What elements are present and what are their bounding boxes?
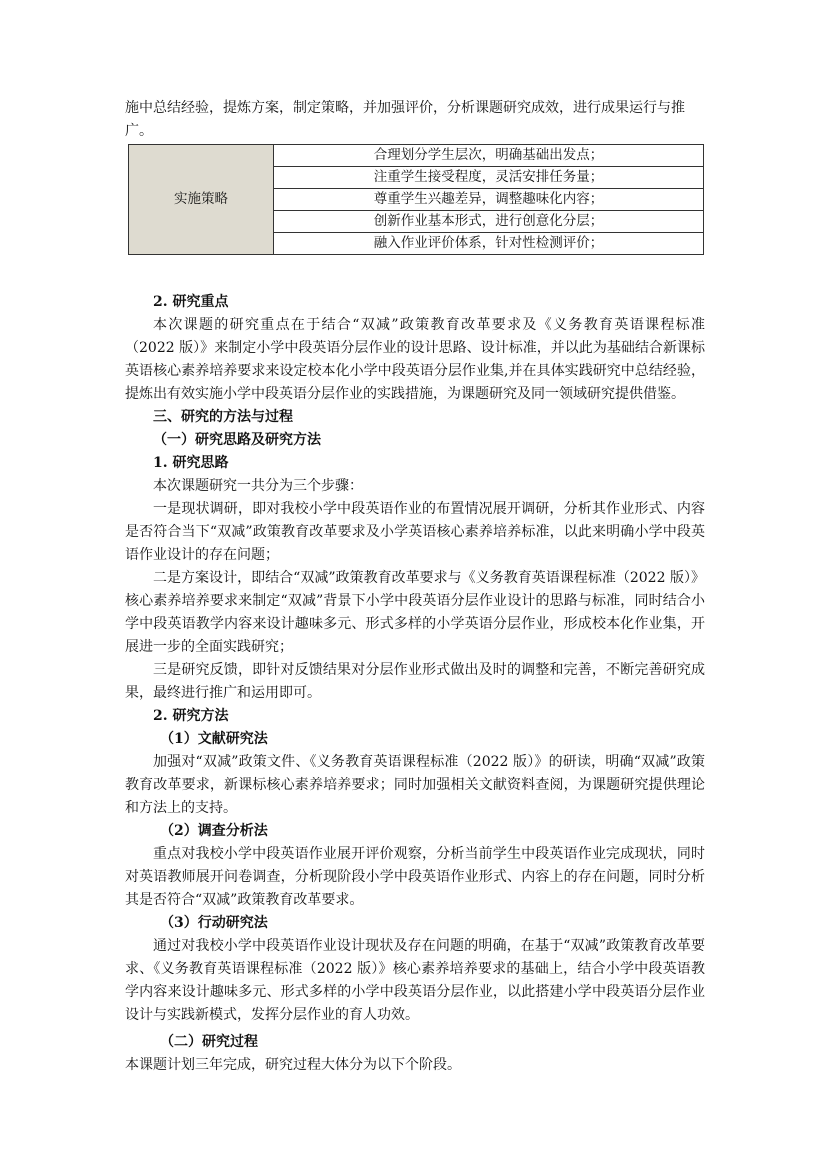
section-heading-methods-process: 三、研究的方法与过程 [153, 409, 293, 425]
heading-research-methods: 2. 研究方法 [153, 708, 229, 724]
method-3-body: 通过对我校小学中段英语作业设计现状及存在问题的明确，在基于“双减”政策教育改革要求、《义务教育英语课程标准（2022 版）》核心素养培养要求的基础上，结合小学中段英语教学内容来设计趣味多元、形式多样的小学中段英语分层作业，以此搭建小学中段英语分层作业设计与实践新模式，发挥分层作业的育人功效。 [125, 938, 705, 1023]
strategy-item: 尊重学生兴趣差异，调整趣味化内容； [274, 189, 704, 211]
thinking-step-3: 三是研究反馈，即针对反馈结果对分层作业形式做出及时的调整和完善，不断完善研究成果，最终进行推广和运用即可。 [125, 662, 705, 701]
intro-line-1: 施中总结经验，提炼方案，制定策略，并加强评价，分析课题研究成效，进行成果运行与推 [125, 100, 685, 116]
thinking-intro: 本次课题研究一共分为三个步骤： [153, 478, 363, 494]
strategy-item: 合理划分学生层次，明确基础出发点； [274, 145, 704, 167]
heading-research-thinking: 1. 研究思路 [153, 455, 229, 471]
method-1-body: 加强对“双减”政策文件、《义务教育英语课程标准（2022 版）》的研读，明确“双减”政策教育改革要求，新课标核心素养培养要求；同时加强相关文献资料查阅，为课题研究提供理论和方法上的支持。 [125, 754, 705, 816]
strategy-item: 注重学生接受程度，灵活安排任务量； [274, 167, 704, 189]
spacer [125, 255, 705, 291]
thinking-step-1: 一是现状调研，即对我校小学中段英语作业的布置情况展开调研，分析其作业形式、内容是否符合当下“双减”政策教育改革要求及小学英语核心素养培养标准，以此来明确小学中段英语作业设计的存在问题； [125, 501, 705, 563]
subsection-heading-process: （二）研究过程 [160, 1034, 258, 1050]
subsection-heading-thinking-methods: （一）研究思路及研究方法 [153, 432, 321, 448]
intro-line-2: 广。 [125, 123, 153, 139]
process-paragraph: 本课题计划三年完成，研究过程大体分为以下个阶段。 [125, 1057, 461, 1073]
page-content [125, 97, 705, 1077]
focus-paragraph: 本次课题的研究重点在于结合“双减”政策教育改革要求及《义务教育英语课程标准（2022 版）》来制定小学中段英语分层作业的设计思路、设计标准，并以此为基础结合新课标英语核心素养培养要求来设定校本化小学中段英语分层作业集,并在具体实践研究中总结经验，提炼出有效实施小学中段英语分层作业的实践措施，为课题研究及同一领域研究提供借鉴。 [125, 317, 705, 402]
thinking-step-2: 二是方案设计，即结合“双减”政策教育改革要求与《义务教育英语课程标准（2022 版）》核心素养培养要求来制定“双减”背景下小学中段英语分层作业设计的思路与标准，同时结合小学中段英语教学内容来设计趣味多元、形式多样的小学英语分层作业，形成校本化作业集，开展进一步的全面实践研究； [125, 570, 705, 655]
section-heading-focus: 2. 研究重点 [153, 294, 229, 310]
method-2-heading: （2）调查分析法 [160, 823, 268, 839]
strategy-item: 融入作业评价体系，针对性检测评价； [274, 233, 704, 255]
strategy-table [128, 144, 704, 255]
method-3-heading: （3）行动研究法 [160, 915, 268, 931]
table-row [129, 145, 704, 167]
method-1-heading: （1）文献研究法 [160, 731, 268, 747]
strategy-label-cell: 实施策略 [129, 145, 274, 255]
strategy-item: 创新作业基本形式，进行创意化分层； [274, 211, 704, 233]
method-2-body: 重点对我校小学中段英语作业展开评价观察，分析当前学生中段英语作业完成现状，同时对英语教师展开问卷调查，分析现阶段小学中段英语作业形式、内容上的存在问题，同时分析其是否符合“双减”政策教育改革要求。 [125, 846, 705, 908]
